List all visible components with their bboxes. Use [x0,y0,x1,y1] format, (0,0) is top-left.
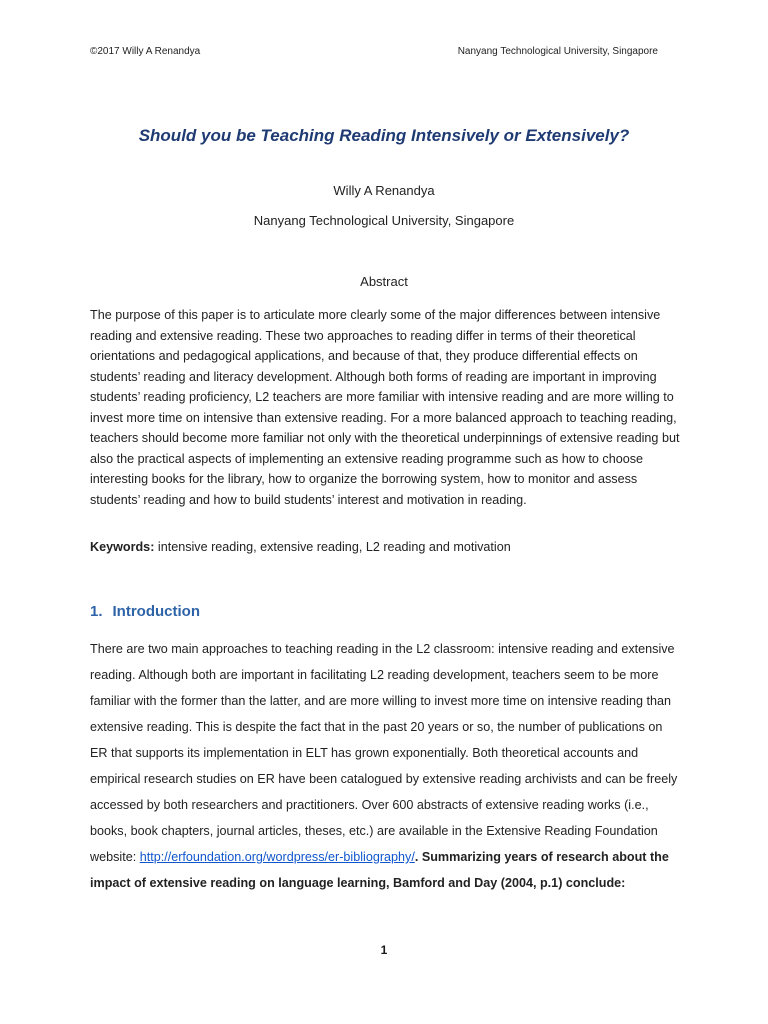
header-copyright: ©2017 Willy A Renandya [90,46,201,57]
author-name: Willy A Renandya [333,183,435,198]
abstract-heading: Abstract [360,274,408,289]
keywords-line [90,540,680,554]
keywords-text: intensive reading, extensive reading, L2 reading and motivation [154,540,511,554]
section-number: 1. [90,603,103,620]
header-institution: Nanyang Technological University, Singapore [457,46,658,57]
page-number: 1 [380,943,388,957]
keywords-label: Keywords: [90,540,155,554]
author-affiliation: Nanyang Technological University, Singapore [253,213,515,228]
section-title: Introduction [112,603,200,620]
intro-text-after-link: . Summarizing years of research about the impact of extensive reading on language learning, Bamford and Day (2004, p.1) conclude: [90,850,669,890]
abstract-body: The purpose of this paper is to articulate more clearly some of the major differences between intensive reading and extensive reading. These two approaches to reading differ in terms of their theoretical orientations and pedagogical applications, and because of that, they produce differential effects on students’ reading and literacy development. Although both forms of reading are important in improving students’ reading proficiency, L2 teachers are more familiar with intensive reading and are more willing to invest more time on intensive than extensive reading. For a more balanced approach to teaching reading, teachers should become more familiar not only with the theoretical underpinnings of extensive reading but also the practical aspects of implementing an extensive reading programme such as how to choose interesting books for the library, how to organize the borrowing system, how to monitor and assess students’ reading and how to build students’ interest and motivation in reading. [90,308,680,507]
intro-text-before-link: There are two main approaches to teaching reading in the L2 classroom: intensive reading and extensive reading. Although both are important in facilitating L2 reading development, teachers seem to be more familiar with the former than the latter, and are more willing to invest more time on intensive reading than extensive reading. This is despite the fact that in the past 20 years or so, the number of publications on ER that supports its implementation in ELT has grown exponentially. Both theoretical accounts and empirical research studies on ER have been catalogued by extensive reading archivists and can be freely accessed by both researchers and practitioners. Over 600 abstracts of extensive reading works (i.e., books, book chapters, journal articles, theses, etc.) are available in the Extensive Reading Foundation website: [90,642,678,864]
introduction-paragraph [90,636,680,896]
section-heading-introduction [90,603,200,620]
er-bibliography-link[interactable]: http://erfoundation.org/wordpress/er-bibliography/ [139,850,415,864]
paper-title: Should you be Teaching Reading Intensively or Extensively? [138,126,630,145]
